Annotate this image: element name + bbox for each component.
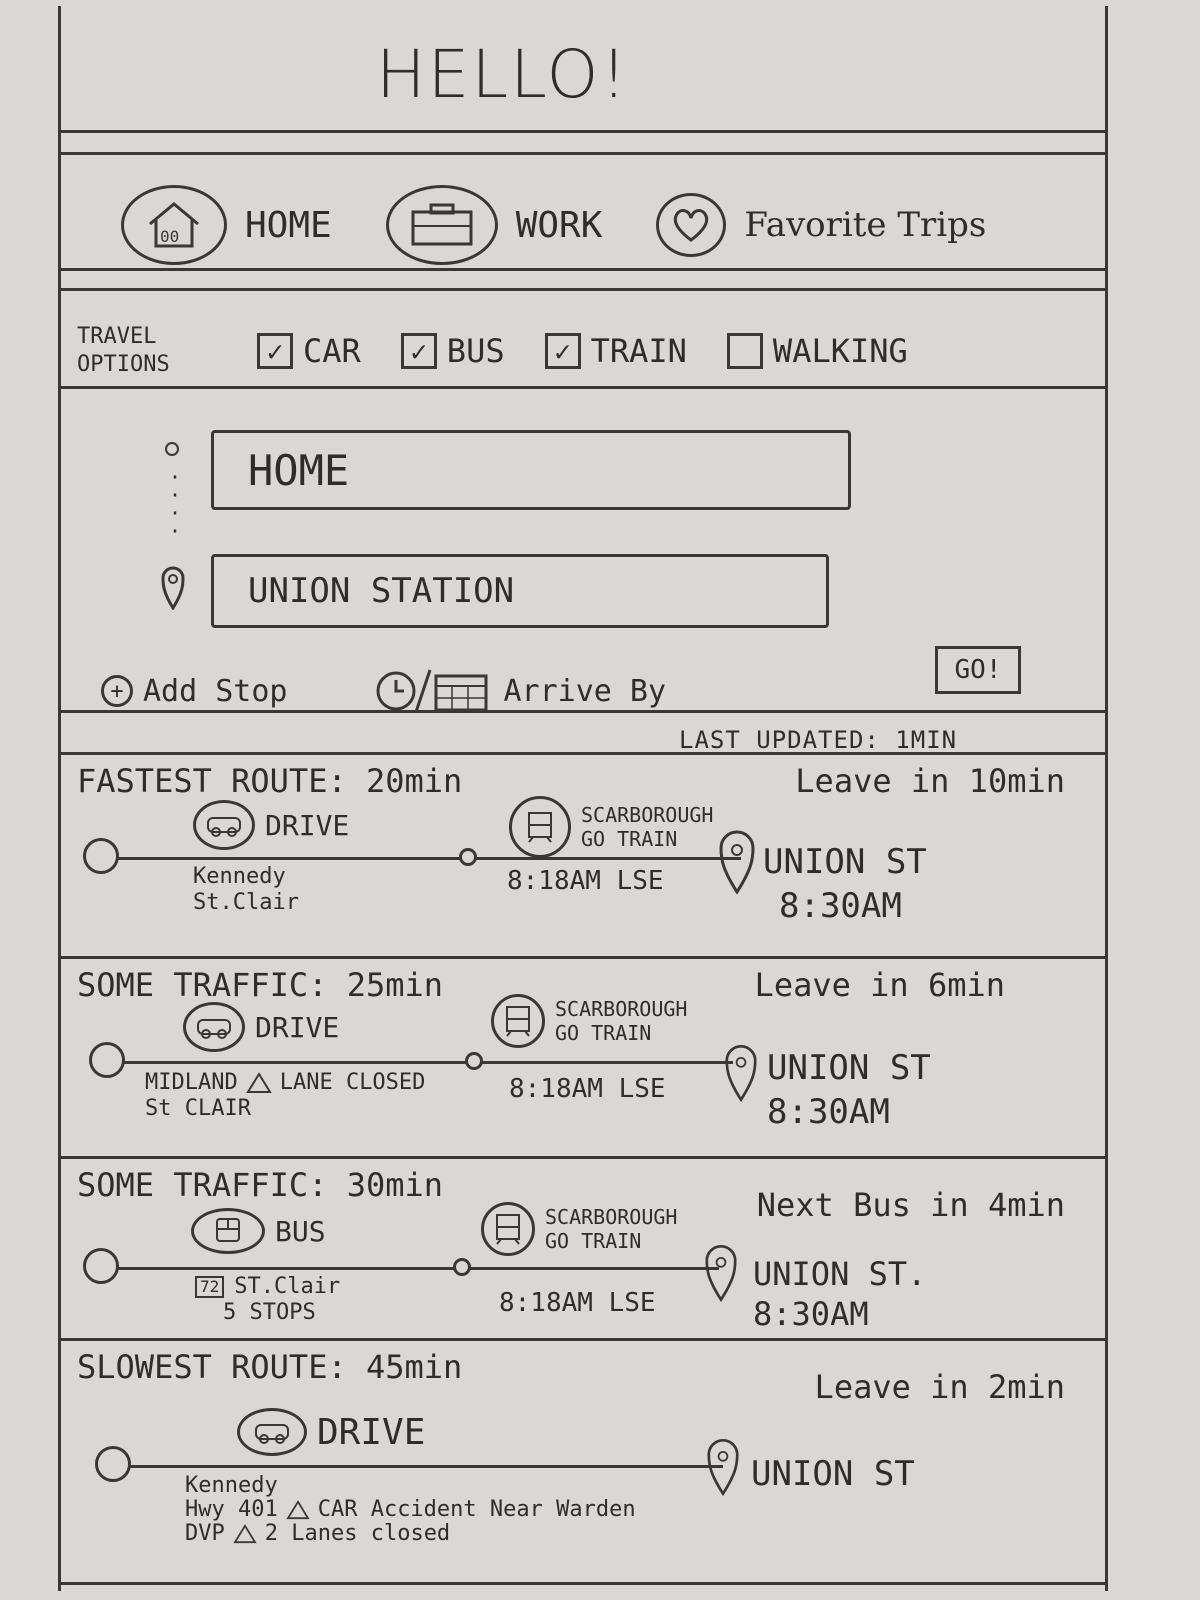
- train-departure: 8:18AM LSE: [509, 1074, 666, 1104]
- divider: [61, 1582, 1105, 1585]
- destination-pin-icon: [705, 1244, 737, 1306]
- destination-pin-icon: [719, 830, 755, 898]
- nav-home[interactable]: [121, 185, 332, 265]
- divider: [61, 956, 1105, 959]
- traffic-warning: LANE CLOSED: [279, 1070, 426, 1095]
- street-2: St.Clair: [193, 890, 299, 915]
- transfer-node: [459, 848, 477, 866]
- heart-icon: [656, 193, 726, 257]
- divider: [61, 130, 1105, 133]
- route-track: [117, 1061, 733, 1064]
- search-tools: [101, 666, 666, 716]
- destination-name: UNION ST: [767, 1048, 931, 1088]
- divider: [61, 752, 1105, 755]
- car-icon: [237, 1408, 307, 1456]
- warning-icon: [233, 1524, 257, 1544]
- travel-options: [61, 306, 1105, 396]
- drive-segment-label: [183, 1002, 339, 1052]
- route-title: FASTEST ROUTE: 20min: [77, 762, 463, 800]
- option-car-label: CAR: [303, 332, 361, 370]
- street-1: Kennedy: [193, 864, 286, 889]
- bus-stop-count: 5 STOPS: [223, 1300, 316, 1325]
- train-line-name: SCARBOROUGH: [581, 803, 714, 827]
- nav-home-label: HOME: [245, 204, 332, 246]
- nav-favorite-trips[interactable]: [656, 193, 986, 257]
- route-leave-time: Leave in 2min: [814, 1368, 1065, 1406]
- option-bus-label: BUS: [446, 332, 505, 370]
- option-train[interactable]: [545, 332, 687, 370]
- app-sketch-frame: [58, 6, 1108, 1591]
- divider: [61, 288, 1105, 291]
- train-segment-label: [509, 796, 713, 858]
- route-leave-time: Leave in 6min: [754, 966, 1005, 1004]
- option-bus[interactable]: [401, 332, 505, 370]
- arrival-time: 8:30AM: [753, 1295, 869, 1333]
- train-segment-label: [491, 994, 687, 1048]
- last-updated-text: LAST UPDATED: 1MIN: [679, 726, 958, 754]
- drive-segment-label: [193, 800, 349, 850]
- train-type: GO TRAIN: [545, 1229, 642, 1253]
- start-node: [83, 1248, 119, 1284]
- street-1: Kennedy: [185, 1473, 278, 1498]
- greeting-title: HELLO!: [376, 36, 629, 113]
- option-car[interactable]: [257, 332, 361, 370]
- add-stop-button[interactable]: [101, 674, 288, 709]
- route-card[interactable]: [61, 756, 1105, 956]
- traffic-warning: 2 Lanes closed: [264, 1521, 451, 1546]
- train-line-name: SCARBOROUGH: [555, 997, 688, 1021]
- bus-mode-label: BUS: [275, 1214, 326, 1248]
- destination-label: [753, 1254, 926, 1334]
- nav-work[interactable]: [386, 185, 603, 265]
- destination-label: [763, 840, 927, 928]
- option-walking[interactable]: [727, 332, 908, 370]
- plus-icon: +: [101, 675, 133, 707]
- arrival-time: 8:30AM: [779, 886, 902, 926]
- drive-streets: [145, 1070, 425, 1122]
- train-segment-label: [481, 1202, 677, 1256]
- destination-name: UNION ST: [763, 842, 927, 882]
- drive-segment-label: [237, 1408, 425, 1456]
- drive-streets: [185, 1474, 636, 1546]
- divider: [61, 710, 1105, 713]
- car-icon: [183, 1002, 245, 1052]
- route-track: [123, 1465, 723, 1468]
- divider: [61, 1338, 1105, 1341]
- origin-dot-icon: [163, 440, 181, 462]
- traffic-warning: CAR Accident Near Warden: [317, 1497, 636, 1522]
- bus-segment-label: [191, 1208, 326, 1254]
- street-3: DVP: [185, 1521, 225, 1546]
- drive-mode-label: DRIVE: [265, 808, 350, 842]
- briefcase-icon: [386, 185, 498, 265]
- train-type: GO TRAIN: [581, 827, 678, 851]
- drive-mode-label: DRIVE: [255, 1010, 340, 1044]
- transfer-node: [465, 1052, 483, 1070]
- bus-checkbox[interactable]: ✓: [401, 333, 437, 369]
- train-line-name: SCARBOROUGH: [545, 1205, 678, 1229]
- route-card[interactable]: [61, 1342, 1105, 1582]
- drive-streets: [193, 864, 299, 916]
- start-node: [83, 838, 119, 874]
- route-dots: · · · ·: [169, 465, 182, 543]
- arrival-time: 8:30AM: [767, 1092, 890, 1132]
- street-2: Hwy 401: [185, 1497, 278, 1522]
- destination-name: UNION ST: [751, 1454, 915, 1494]
- car-checkbox[interactable]: ✓: [257, 333, 293, 369]
- destination-input[interactable]: UNION STATION: [211, 554, 829, 628]
- drive-mode-label: DRIVE: [317, 1411, 426, 1453]
- route-leave-time: Leave in 10min: [795, 762, 1065, 800]
- walking-checkbox[interactable]: [727, 333, 763, 369]
- route-title: SOME TRAFFIC: 25min: [77, 966, 444, 1004]
- house-icon: [121, 185, 227, 265]
- divider: [61, 268, 1105, 271]
- route-title: SLOWEST ROUTE: 45min: [77, 1348, 463, 1386]
- destination-pin-icon: [707, 1438, 739, 1500]
- route-track: [111, 1267, 719, 1270]
- divider: [61, 152, 1105, 155]
- divider: [61, 386, 1105, 389]
- travel-options-title-line1: TRAVEL: [77, 324, 157, 349]
- quick-nav: [61, 166, 1105, 284]
- street-2: St CLAIR: [145, 1096, 251, 1121]
- destination-pin-icon: [161, 566, 185, 614]
- nav-favorites-label: Favorite Trips: [744, 205, 987, 245]
- destination-label: [751, 1452, 915, 1496]
- start-node: [89, 1042, 125, 1078]
- option-walking-label: WALKING: [772, 332, 908, 370]
- arrive-by-button[interactable]: [374, 666, 667, 716]
- option-train-label: TRAIN: [590, 332, 687, 370]
- bus-street: ST.Clair: [234, 1274, 341, 1299]
- warning-icon: [286, 1500, 310, 1520]
- street-1: MIDLAND: [145, 1070, 238, 1095]
- train-departure: 8:18AM LSE: [499, 1288, 656, 1318]
- travel-options-title-line2: OPTIONS: [77, 352, 170, 377]
- go-button[interactable]: GO!: [935, 646, 1021, 694]
- arrive-by-label: Arrive By: [503, 673, 667, 709]
- destination-label: [767, 1046, 931, 1134]
- start-node: [95, 1446, 131, 1482]
- route-title: SOME TRAFFIC: 30min: [77, 1166, 444, 1204]
- svg-text:00: 00: [160, 227, 180, 246]
- train-checkbox[interactable]: ✓: [545, 333, 581, 369]
- car-icon: [193, 800, 255, 850]
- add-stop-label: Add Stop: [143, 673, 288, 709]
- nav-work-label: WORK: [515, 204, 603, 246]
- route-card[interactable]: [61, 1160, 1105, 1338]
- origin-input[interactable]: HOME: [211, 430, 851, 510]
- bus-stops-info: [195, 1274, 340, 1326]
- route-card[interactable]: [61, 960, 1105, 1156]
- train-icon: [491, 994, 545, 1048]
- divider: [61, 1156, 1105, 1159]
- warning-icon: [246, 1072, 272, 1094]
- bus-icon: [191, 1208, 265, 1254]
- destination-name: UNION ST.: [753, 1255, 927, 1293]
- train-departure: 8:18AM LSE: [507, 866, 664, 896]
- train-type: GO TRAIN: [555, 1021, 652, 1045]
- transfer-node: [453, 1258, 471, 1276]
- train-icon: [481, 1202, 535, 1256]
- bus-route-badge: 72: [195, 1276, 224, 1298]
- route-leave-time: Next Bus in 4min: [756, 1186, 1065, 1224]
- clock-calendar-icon: [374, 666, 494, 716]
- train-icon: [509, 796, 571, 858]
- travel-options-title: [77, 323, 217, 379]
- route-track: [111, 857, 741, 860]
- destination-pin-icon: [725, 1044, 757, 1106]
